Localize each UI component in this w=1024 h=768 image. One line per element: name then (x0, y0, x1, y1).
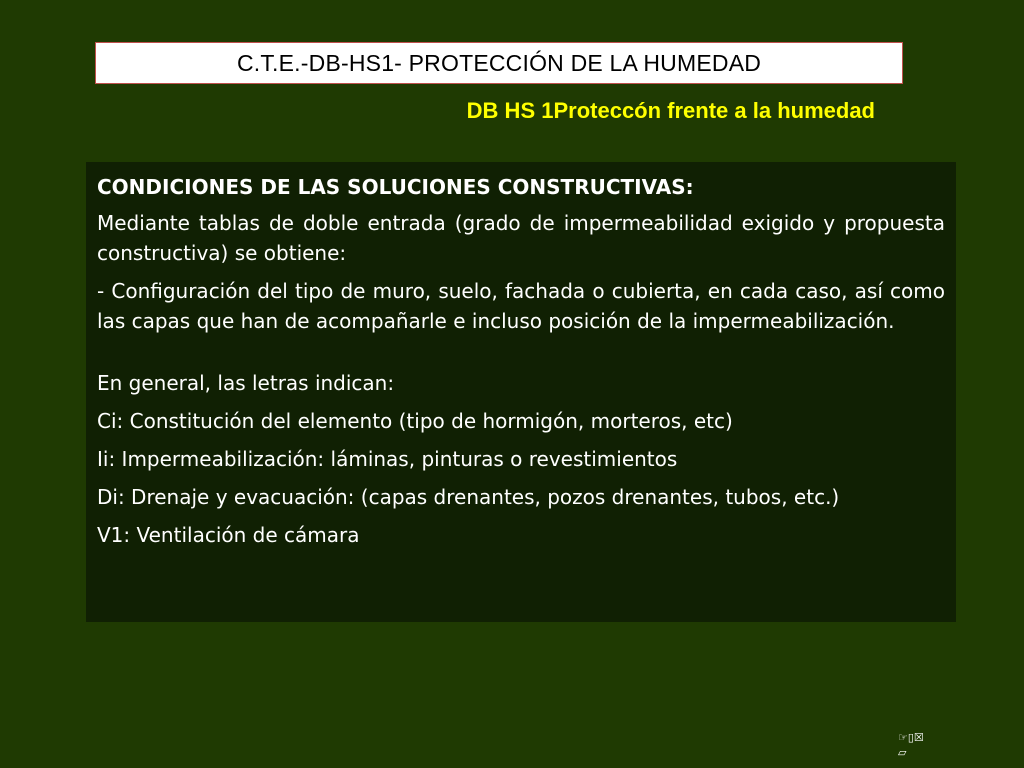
content-heading: CONDICIONES DE LAS SOLUCIONES CONSTRUCTIVAS: (97, 175, 694, 199)
content-paragraph: - Configuración del tipo de muro, suelo, fachada o cubierta, en cada caso, así como las capas que han de acompañarle e incluso posición de la impermeabilización. (97, 279, 945, 333)
spacer (97, 344, 945, 368)
slide-title: C.T.E.-DB-HS1- PROTECCIÓN DE LA HUMEDAD (236, 49, 762, 76)
letter-item: Ii: Impermeabilización: láminas, pinturas o revestimientos (97, 447, 678, 471)
slide-title-box (95, 42, 903, 84)
footer-nav-icons (898, 730, 938, 764)
letters-intro: En general, las letras indican: (97, 371, 395, 395)
footer-glyph-line: ☞▯☒ (898, 731, 924, 744)
letter-item: Ci: Constitución del elemento (tipo de hormigón, morteros, etc) (97, 409, 733, 433)
letter-item: Di: Drenaje y evacuación: (capas drenantes, pozos drenantes, tubos, etc.) (97, 485, 840, 509)
letter-item: V1: Ventilación de cámara (97, 523, 360, 547)
content-box (86, 162, 956, 622)
footer-glyph-line: ▱ (898, 746, 907, 759)
content-paragraph: Mediante tablas de doble entrada (grado de impermeabilidad exigido y propuesta constructiva) se obtiene: (97, 211, 945, 265)
slide-subtitle: DB HS 1Proteccón frente a la humedad (466, 98, 875, 123)
